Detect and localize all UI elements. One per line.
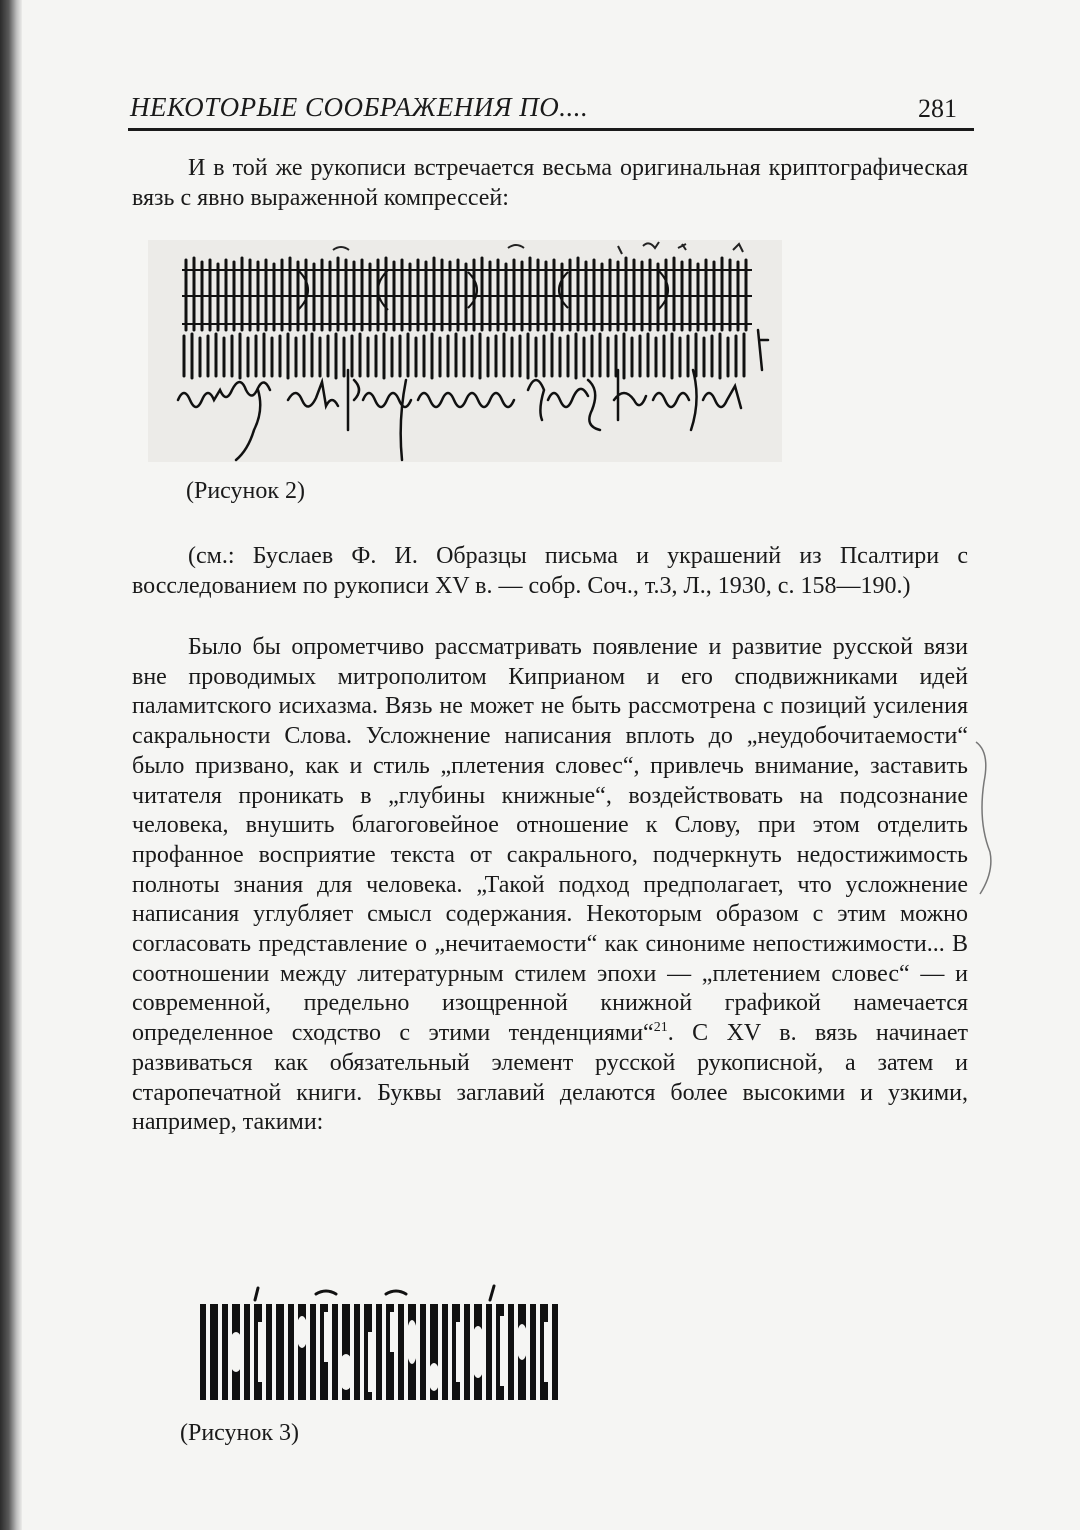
figure-2-caption: (Рисунок 2) xyxy=(186,478,306,504)
figure-2-ligature-manuscript xyxy=(148,240,782,462)
page-number: 281 xyxy=(918,94,957,123)
intro-paragraph xyxy=(132,154,968,213)
figure-3-title-ligature xyxy=(196,1282,562,1404)
header-rule xyxy=(128,128,974,131)
intro-text: И в той же рукописи встречается весьма оригинальная криптографическая вязь с явно выраженной компрессей: xyxy=(132,155,968,211)
main-text-part2: . С XV в. вязь начинает развиваться как обязательный элемент русской рукописной, а затем и старопечатной книги. Буквы заглавий делаются более высокими и узкими, например, такими: xyxy=(132,1020,968,1136)
running-title: НЕКОТОРЫЕ СООБРАЖЕНИЯ ПО.... xyxy=(130,92,589,122)
footnote-reference: 21 xyxy=(653,1020,668,1036)
main-text-part1: Было бы опрометчиво рассматривать появление и развитие русской вязи вне проводимых митрополитом Киприаном и его сподвижниками идей паламитского исихазма. Вязь не может не быть рассмотрена с позиций усиления сакральности Слова. Усложнение написания вплоть до „неудобочитаемости“ было призвано, как и стиль „плетения словес“, привлечь внимание, заставить читателя проникать в „глубины книжные“, воздействовать на подсознание человека, внушить благоговейное отношение к Слову, при этом отделить профанное восприятие текста от сакрального, подчеркнуть недостижимость полноты знания для человека. „Такой подход предполагает, что усложнение написания углубляет смысл содержания. Некоторым образом с этим можно согласовать представление о „нечитаемости“ как синониме непостижимости... В соотношении между литературным стилем эпохи — „плетением словес“ — и современной, предельно изощренной книжной графикой намечается определенное сходство с этими тенденциями“ xyxy=(132,634,968,1047)
figure-3-caption: (Рисунок 3) xyxy=(180,1420,300,1446)
citation-text: (см.: Буслаев Ф. И. Образцы письма и украшений из Псалтири с восследованием по рукописи XV в. — собр. Соч., т.3, Л., 1930, с. 158—190.) xyxy=(132,543,968,599)
pencil-margin-mark xyxy=(972,738,994,898)
main-paragraph xyxy=(132,633,968,1138)
book-spine-shadow xyxy=(0,0,22,1530)
citation-paragraph xyxy=(132,542,968,601)
